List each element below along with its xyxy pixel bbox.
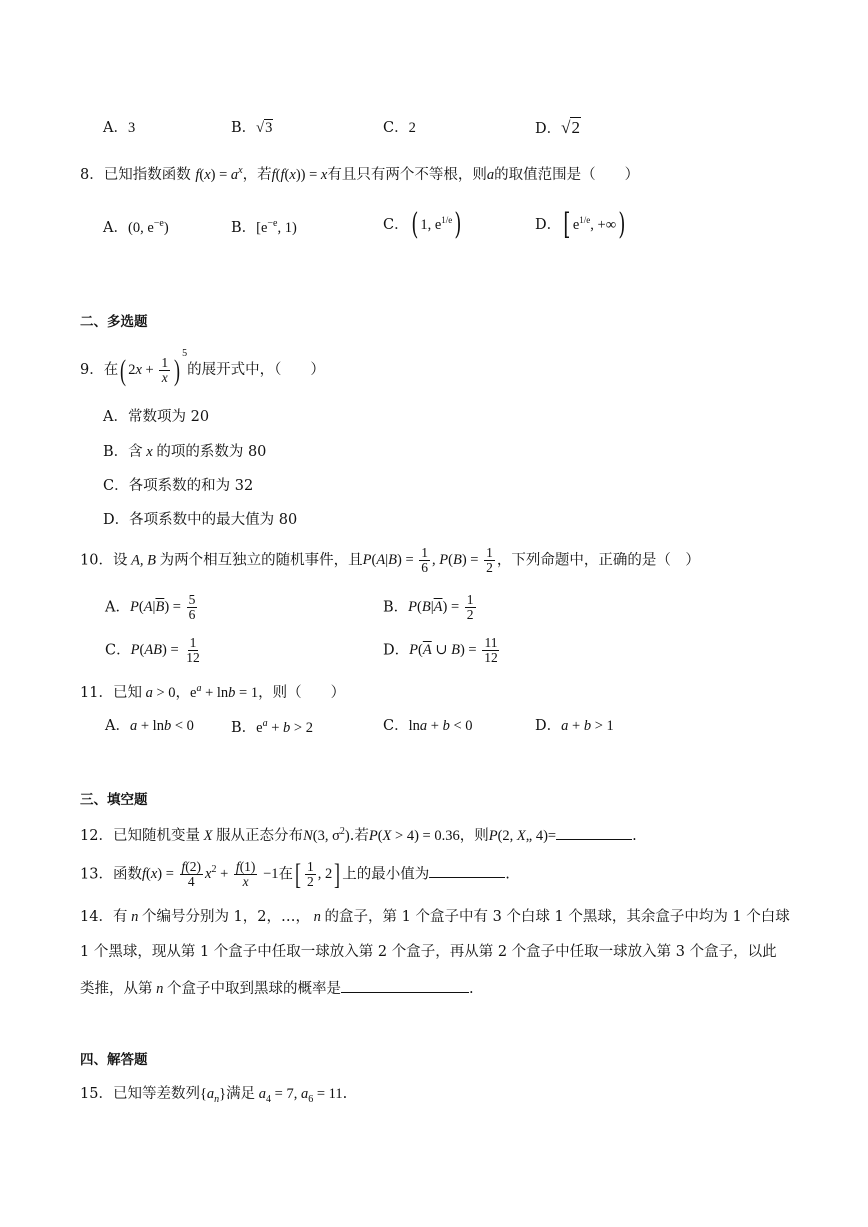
q13-answer-blank[interactable]: [429, 863, 505, 878]
q8-option-b: B．[$e^{-e}$, 1): [231, 218, 297, 236]
q11-stem: 11．已知 a > 0，$e^a + \ln b = 1$，则（ ）: [80, 683, 346, 701]
q10-stem: 10．设 A, B 为两个相互独立的随机事件，且P(A|B) = $\frac{1}{6}$ , P(B) = $\frac{1}{2}$ ，下列命题中，正确的是（ ）: [80, 545, 700, 576]
q11-option-b: B．$e^a + b > 2$: [231, 718, 313, 736]
q10-option-d: D．$P(\overline{A}$ ∪ B) = $\frac{11}{12}$: [383, 635, 498, 666]
q14-line-2: 1 个黑球，现从第 1 个盒子中任取一球放入第 2 个盒子，再从第 2 个盒子中任取一球放入第 3 个盒子，以此: [80, 944, 777, 960]
q14-line-1: 14．有 n 个编号分别为 1，2，…， n 的盒子，第 1 个盒子中有 3 个白球 1 个黑球，其余盒子中均为 1 个白球: [80, 909, 790, 925]
q13-stem: 13．函数f(x) = $\frac{f(2)}{4}$ $x^2$ + $\frac{f(1)}{x}$ −1在[ $\frac{1}{2}$ , 2] 上的最小值为 .: [80, 858, 510, 891]
q9-option-b: B．含 x 的项的系数为 80: [103, 444, 267, 460]
section-heading-fill-in: 三、填空题: [80, 792, 148, 808]
q12-answer-blank[interactable]: [556, 825, 632, 840]
q11-option-d: D．a + b > 1: [535, 718, 614, 734]
q15-stem: 15．已知等差数列$\{a_n\}$满足 $a_4 = 7$, $a_6 = 11$.: [80, 1086, 348, 1105]
q14-answer-blank[interactable]: [341, 978, 469, 993]
q10-option-a: A．$P(A|\overline{B})$ = $\frac{5}{6}$: [105, 592, 196, 623]
q11-option-c: C．lna + b < 0: [383, 718, 473, 734]
q9-stem: 9．在( 2x + $\frac{1}{x}$ )$^5$的展开式中，（ ）: [80, 348, 325, 387]
q12-stem: 12．已知随机变量 X 服从正态分布N(3, $\sigma^2$).若P(X > 4) = 0.36，则P(2, X„ 4)= .: [80, 826, 637, 844]
q7-option-d: D．√2: [535, 118, 580, 137]
q10-option-b: B．$P(B|\overline{A})$ = $\frac{1}{2}$: [383, 592, 474, 623]
q8-stem: 8．已知指数函数 $f(x) = a^x$，若f(f(x)) = x有且只有两个不等根，则a的取值范围是（ ）: [80, 165, 640, 183]
q8-option-a: A．(0, $e^{-e}$): [103, 218, 169, 236]
q9-option-d: D．各项系数中的最大值为 80: [103, 512, 298, 528]
q9-option-a: A．常数项为 20: [103, 409, 210, 425]
q9-option-c: C．各项系数的和为 32: [103, 478, 254, 494]
q8-option-c: C．( 1, $e^{1/e}$): [383, 207, 462, 242]
q11-option-a: A．a + lnb < 0: [105, 718, 194, 734]
q8-option-d: D．[ $e^{1/e}$, +∞): [535, 207, 626, 242]
section-heading-multi-choice: 二、多选题: [80, 314, 148, 330]
q14-line-3: 类推，从第 n 个盒子中取到黑球的概率是 .: [80, 978, 474, 998]
section-heading-answer: 四、解答题: [80, 1052, 148, 1068]
q7-option-a: A．3: [103, 120, 136, 136]
q7-option-b: B．√3: [231, 120, 273, 136]
q10-option-c: C．P(AB) = $\frac{1}{12}$: [105, 635, 200, 666]
q7-option-c: C．2: [383, 120, 416, 136]
